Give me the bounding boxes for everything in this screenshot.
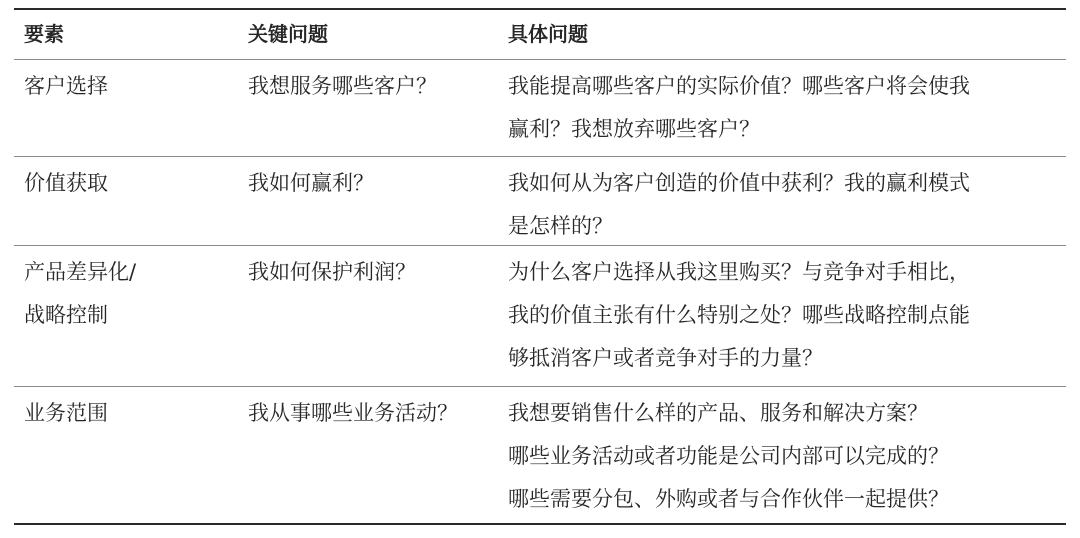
row-specific-question: 我能提高哪些客户的实际价值？哪些客户将会使我 赢利？我想放弃哪些客户？	[508, 74, 970, 141]
row-specific-question: 我如何从为客户创造的价值中获利？我的赢利模式 是怎样的？	[508, 171, 970, 238]
row-key-question: 我想服务哪些客户？	[248, 74, 437, 98]
row-specific-question: 为什么客户选择从我这里购买？与竞争对手相比， 我的价值主张有什么特别之处？哪些战略控制点能 够抵消客户或者竞争对手的力量？	[508, 260, 970, 370]
business-design-table	[14, 8, 1066, 525]
row-element: 产品差异化/ 战略控制	[24, 260, 137, 327]
table-row-customer-selection	[14, 60, 1066, 156]
row-specific-question: 我想要销售什么样的产品、服务和解决方案？ 哪些业务活动或者功能是公司内部可以完成的？ 哪些需要分包、外购或者与合作伙伴一起提供？	[508, 401, 949, 511]
row-key-question: 我从事哪些业务活动？	[248, 401, 458, 425]
row-key-question: 我如何保护利润？	[248, 260, 416, 284]
table-header-row	[14, 10, 1066, 59]
table-row-business-scope	[14, 387, 1066, 523]
row-element: 客户选择	[24, 74, 108, 98]
table-row-value-capture	[14, 157, 1066, 245]
row-element: 业务范围	[24, 401, 108, 425]
table-row-differentiation	[14, 246, 1066, 386]
header-specific-question: 具体问题	[508, 22, 588, 46]
row-element: 价值获取	[24, 171, 108, 195]
row-key-question: 我如何赢利？	[248, 171, 374, 195]
table-bottom-rule	[14, 523, 1066, 525]
header-element: 要素	[24, 22, 64, 46]
header-key-question: 关键问题	[248, 22, 328, 46]
